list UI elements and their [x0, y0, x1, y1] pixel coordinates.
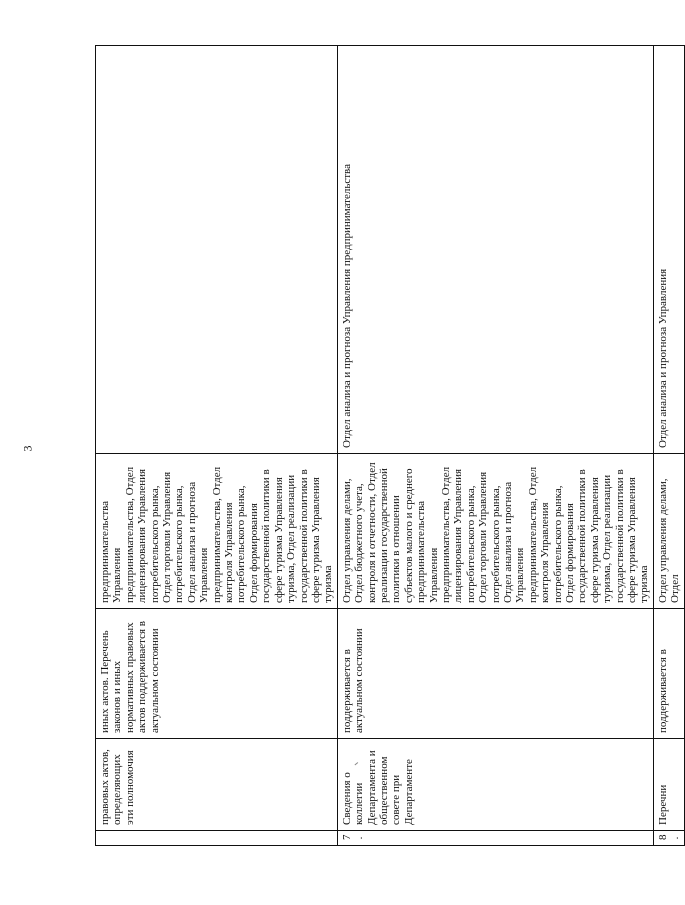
row-number-cell [96, 831, 338, 846]
responsible-cell: Отдел управления делами, Отдел [653, 454, 684, 609]
responsible-cell: Отдел управления делами, Отдел бюджетного учета, контроля и отчетности, Отдел реализации государственной политики в отношении субъектов малого и среднего предпринимательства Управления предпринимательства, Отдел лицензирования Управления потребительского рынка, Отдел торговли Управления потребительского рынка, Отдел анализа и прогноза Управления предпринимательства, Отдел контроля Управления потребительского рынка, Отдел формирования государственной политики в сфере туризма Управления туризма, Отдел реализации государственной политики в сфере туризма Управления туризма [337, 454, 653, 609]
page-number: 3 [20, 445, 35, 452]
item-name-cell: Сведения о коллегии Департамента и общественном совете при Департаменте [337, 739, 653, 831]
row-number-cell: 7. [337, 831, 653, 846]
item-name-cell: Перечни [653, 739, 684, 831]
table-row [96, 46, 338, 846]
table-row [337, 46, 653, 846]
note-cell [96, 46, 338, 454]
row-number-cell: 8. [653, 831, 684, 846]
item-name-cell: правовых актов, определяющих эти полномочия [96, 739, 338, 831]
note-cell: Отдел анализа и прогноза Управления [653, 46, 684, 454]
period-cell: поддерживается в [653, 609, 684, 739]
rotated-table-frame [95, 46, 682, 846]
responsible-cell: предпринимательства Управления предпринимательства, Отдел лицензирования Управления потребительского рынка, Отдел торговли Управления потребительского рынка, Отдел анализа и прогноза Управления предпринимательства, Отдел контроля Управления потребительского рынка, Отдел формирования государственной политики в сфере туризма Управления туризма, Отдел реализации государственной политики в сфере туризма Управления туризма [96, 454, 338, 609]
note-cell: Отдел анализа и прогноза Управления предпринимательства [337, 46, 653, 454]
table-row [653, 46, 684, 846]
document-table [95, 45, 685, 846]
period-cell: поддерживается в актуальном состоянии [337, 609, 653, 739]
period-cell: иных актов. Перечень законов и иных нормативных правовых актов поддерживается в актуальном состоянии [96, 609, 338, 739]
